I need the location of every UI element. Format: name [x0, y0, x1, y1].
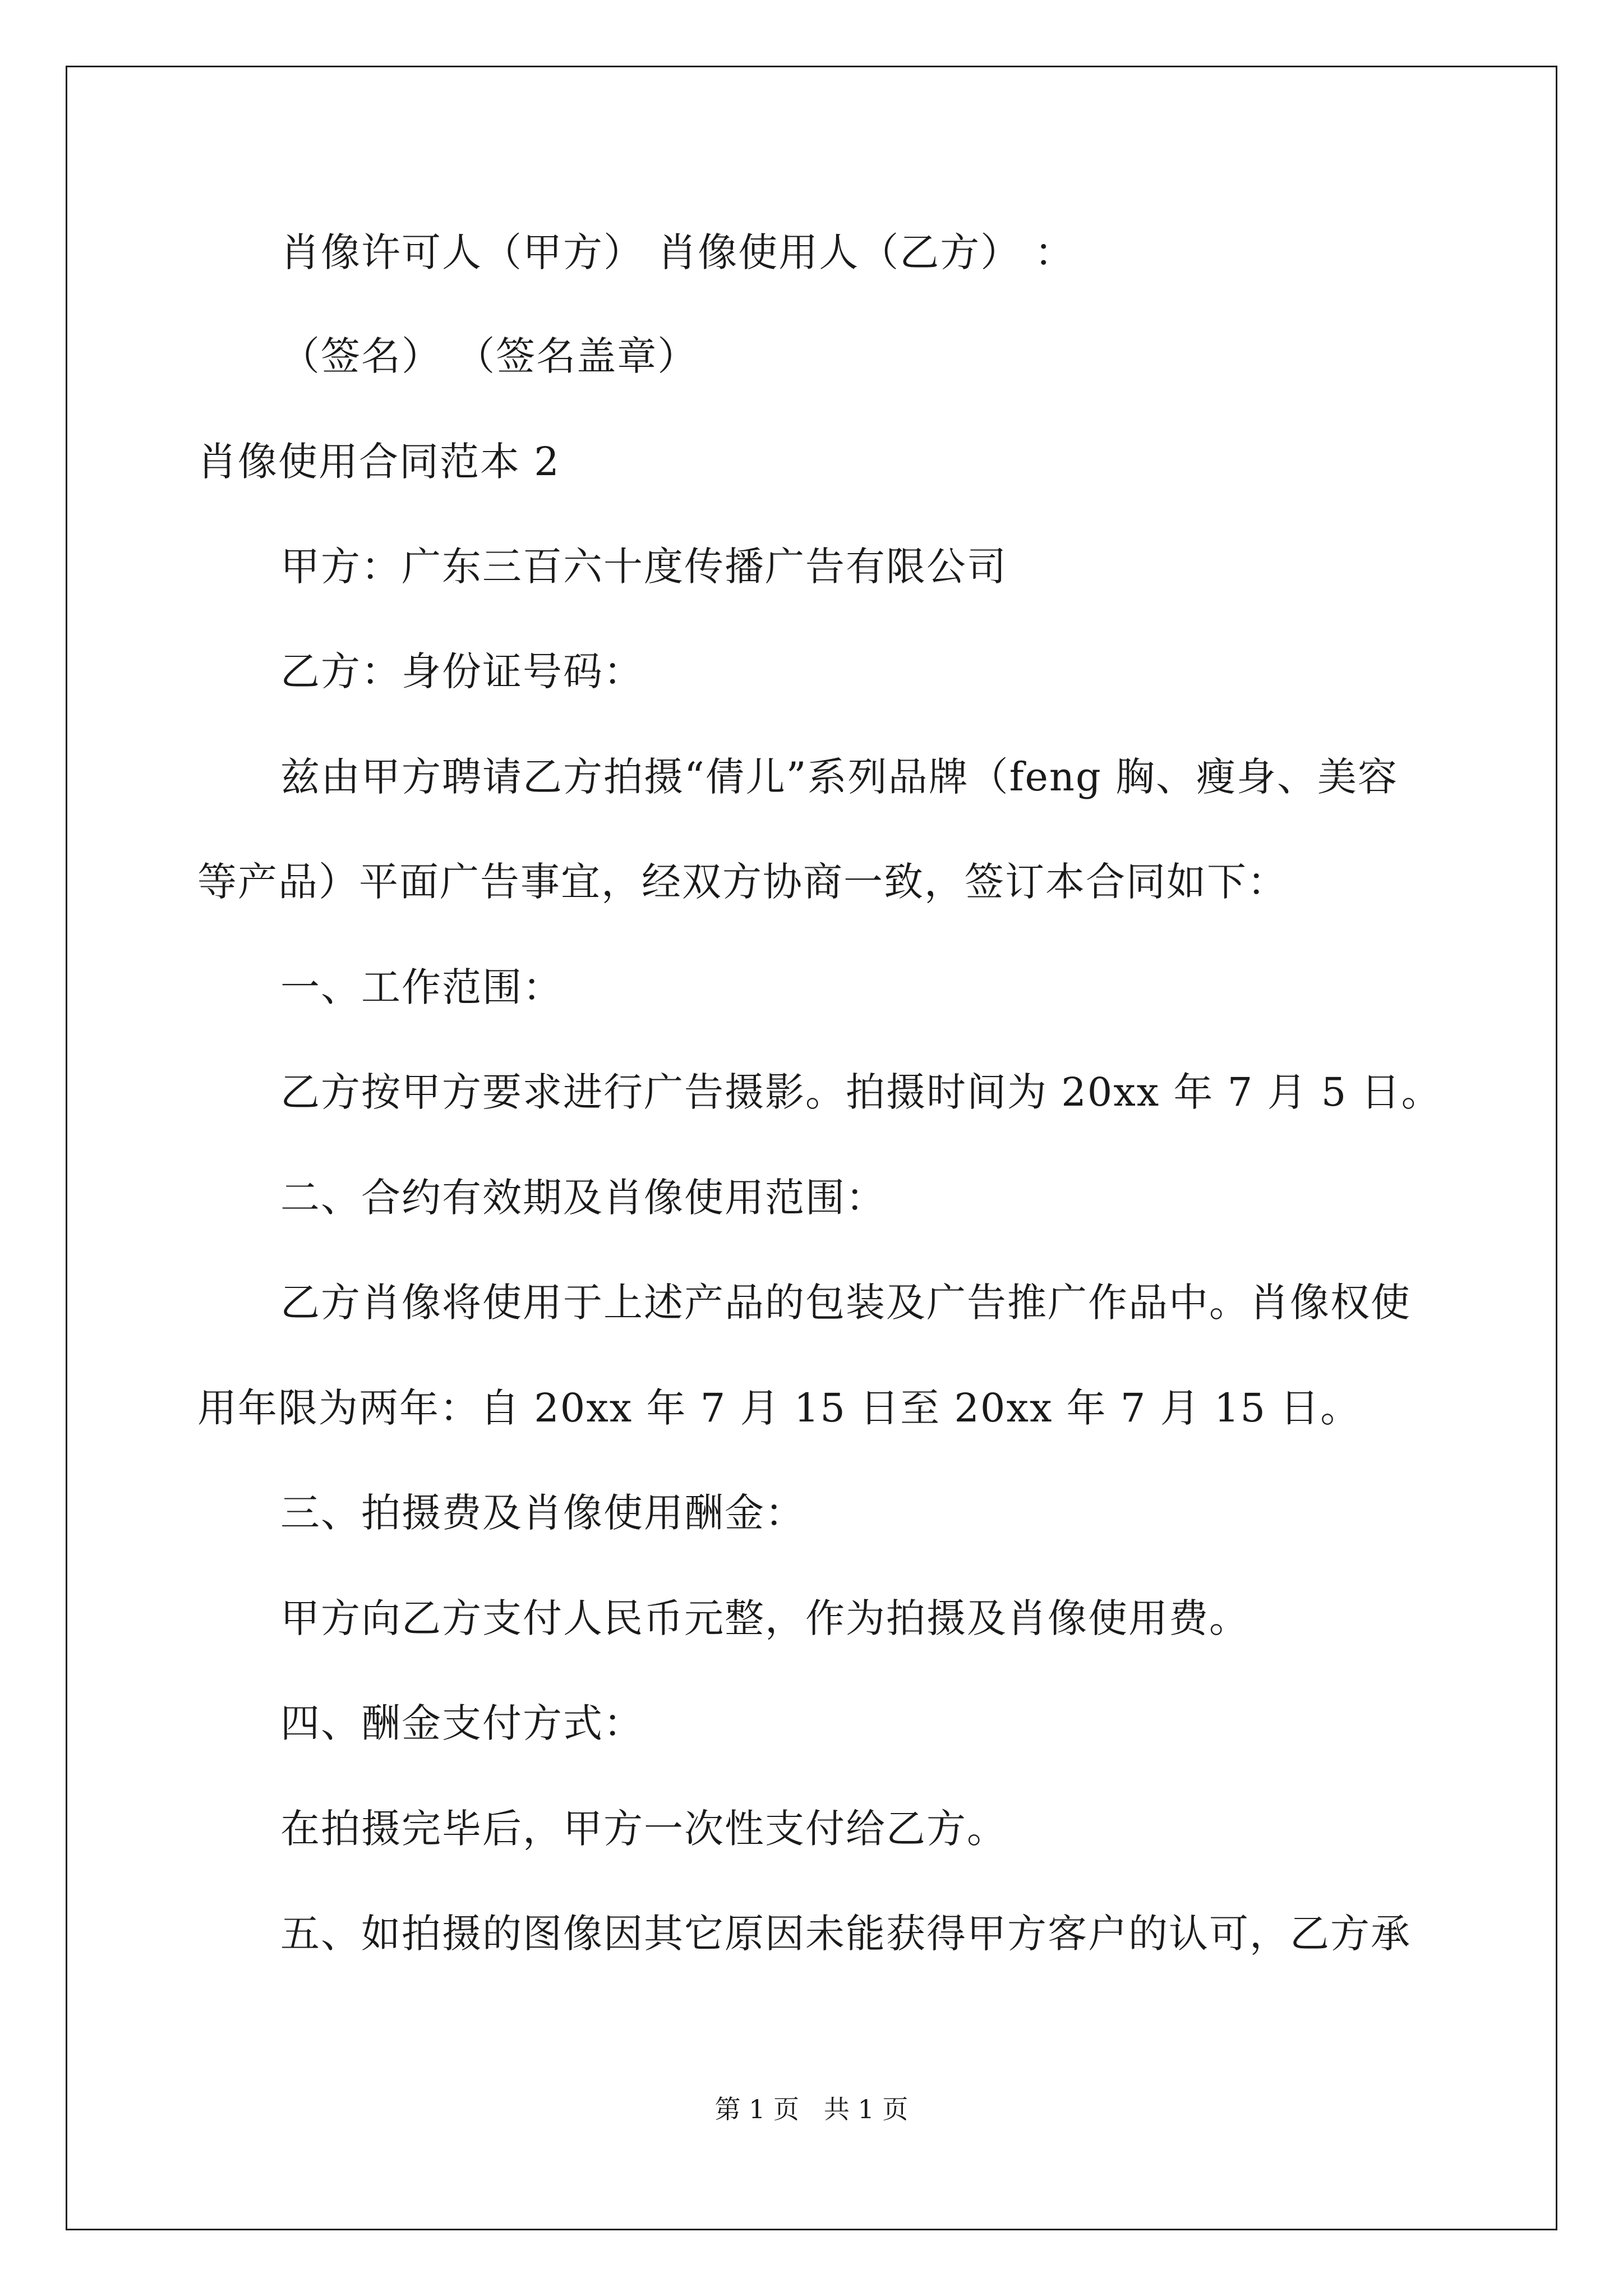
party-a-line: 甲方：广东三百六十度传播广告有限公司	[280, 544, 1007, 590]
contract-title: 肖像使用合同范本 2	[197, 439, 560, 485]
intro-paragraph-line-1: 兹由甲方聘请乙方拍摄“倩儿”系列品牌（feng 胸、瘦身、美容	[280, 754, 1399, 800]
page-border	[66, 66, 1557, 2230]
party-b-line: 乙方：身份证号码：	[280, 648, 644, 694]
section-3-body: 甲方向乙方支付人民币元整，作为拍摄及肖像使用费。	[280, 1595, 1249, 1641]
section-1-body: 乙方按甲方要求进行广告摄影。拍摄时间为 20xx 年 7 月 5 日。	[280, 1069, 1442, 1115]
intro-paragraph-line-2: 等产品）平面广告事宜，经双方协商一致，签订本合同如下：	[197, 859, 1288, 905]
section-2-body-line-2: 用年限为两年：自 20xx 年 7 月 15 日至 20xx 年 7 月 15 日。	[197, 1385, 1361, 1431]
signature-labels-line: （签名） （签名盖章）	[280, 333, 698, 379]
section-4-heading: 四、酬金支付方式：	[280, 1700, 644, 1746]
section-5-line-1: 五、如拍摄的图像因其它原因未能获得甲方客户的认可，乙方承	[280, 1911, 1411, 1957]
page-footer: 第 1 页 共 1 页	[714, 2094, 909, 2124]
section-2-body-line-1: 乙方肖像将使用于上述产品的包装及广告推广作品中。肖像权使	[280, 1280, 1411, 1326]
section-4-body: 在拍摄完毕后，甲方一次性支付给乙方。	[280, 1806, 1007, 1852]
section-1-heading: 一、工作范围：	[280, 964, 563, 1010]
section-3-heading: 三、拍摄费及肖像使用酬金：	[280, 1490, 805, 1536]
section-2-heading: 二、合约有效期及肖像使用范围：	[280, 1175, 886, 1221]
signature-parties-line: 肖像许可人（甲方） 肖像使用人（乙方） ：	[280, 229, 1075, 275]
